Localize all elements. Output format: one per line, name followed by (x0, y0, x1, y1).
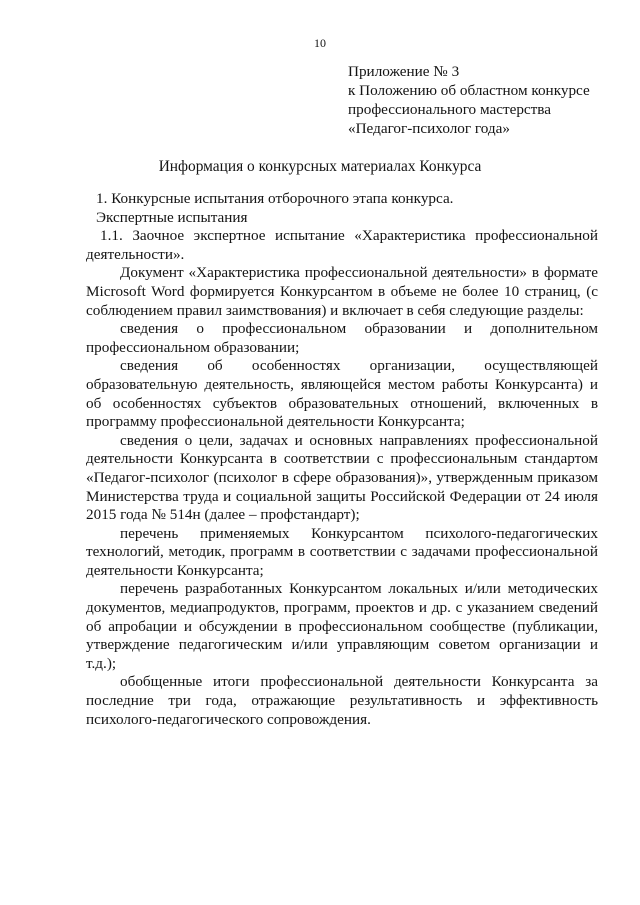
document-title: Информация о конкурсных материалах Конкурса (158, 158, 482, 175)
section-item-results: обобщенные итоги профессиональной деятельности Конкурсанта за последние три года, отражающие результативность и эффективность психолого-педагогического сопровождения. (86, 673, 598, 728)
item-1-1-paragraph: 1.1. Заочное экспертное испытание «Характеристика профессиональной деятельности». (86, 227, 598, 263)
section-item-education: сведения о профессиональном образовании и дополнительном профессиональном образовании; (86, 320, 598, 356)
page-number: 10 (314, 36, 326, 50)
section-item-goals: сведения о цели, задачах и основных направлениях профессиональной деятельности Конкурсанта в соответствии с профессиональным стандартом «Педагог-психолог (психолог в сфере образования)», утвержденным приказом Министерства труда и социальной защиты Российской Федерации от 24 июля 2015 года № 514н (далее – профстандарт); (86, 431, 598, 524)
appendix-line-regulation: к Положению об областном конкурсе (348, 82, 590, 99)
appendix-line-number: Приложение № 3 (348, 63, 460, 80)
document-body (86, 190, 598, 729)
section-item-technologies: перечень применяемых Конкурсантом психолого-педагогических технологий, методик, программ в соответствии с задачами профессиональной деятельности Конкурсанта; (86, 524, 598, 579)
section-item-developed-documents: перечень разработанных Конкурсантом локальных и/или методических документов, медиапродуктов, программ, проектов и др. с указанием сведений об апробации и обсуждении в профессиональном сообществе (публикации, утверждение педагогическим и/или управляющим советом организации и т.д.); (86, 580, 598, 672)
section-item-organization: сведения об особенностях организации, осуществляющей образовательную деятельность, являющейся местом работы Конкурсанта) и об особенностях субъектов образовательных отношений, включенных в программу профессиональной деятельности Конкурсанта; (86, 357, 598, 431)
document-description-paragraph: Документ «Характеристика профессиональной деятельности» в формате Microsoft Word формируется Конкурсантом в объеме не более 10 страниц, (с соблюдением правил заимствования) и включает в себя следующие разделы: (86, 264, 598, 319)
expert-tests-heading: Экспертные испытания (96, 208, 248, 226)
section-heading-1: 1. Конкурсные испытания отборочного этапа конкурса. (96, 190, 454, 207)
appendix-line-contest-name: «Педагог-психолог года» (348, 120, 510, 137)
appendix-line-mastery: профессионального мастерства (348, 101, 551, 118)
appendix-header (348, 62, 618, 138)
